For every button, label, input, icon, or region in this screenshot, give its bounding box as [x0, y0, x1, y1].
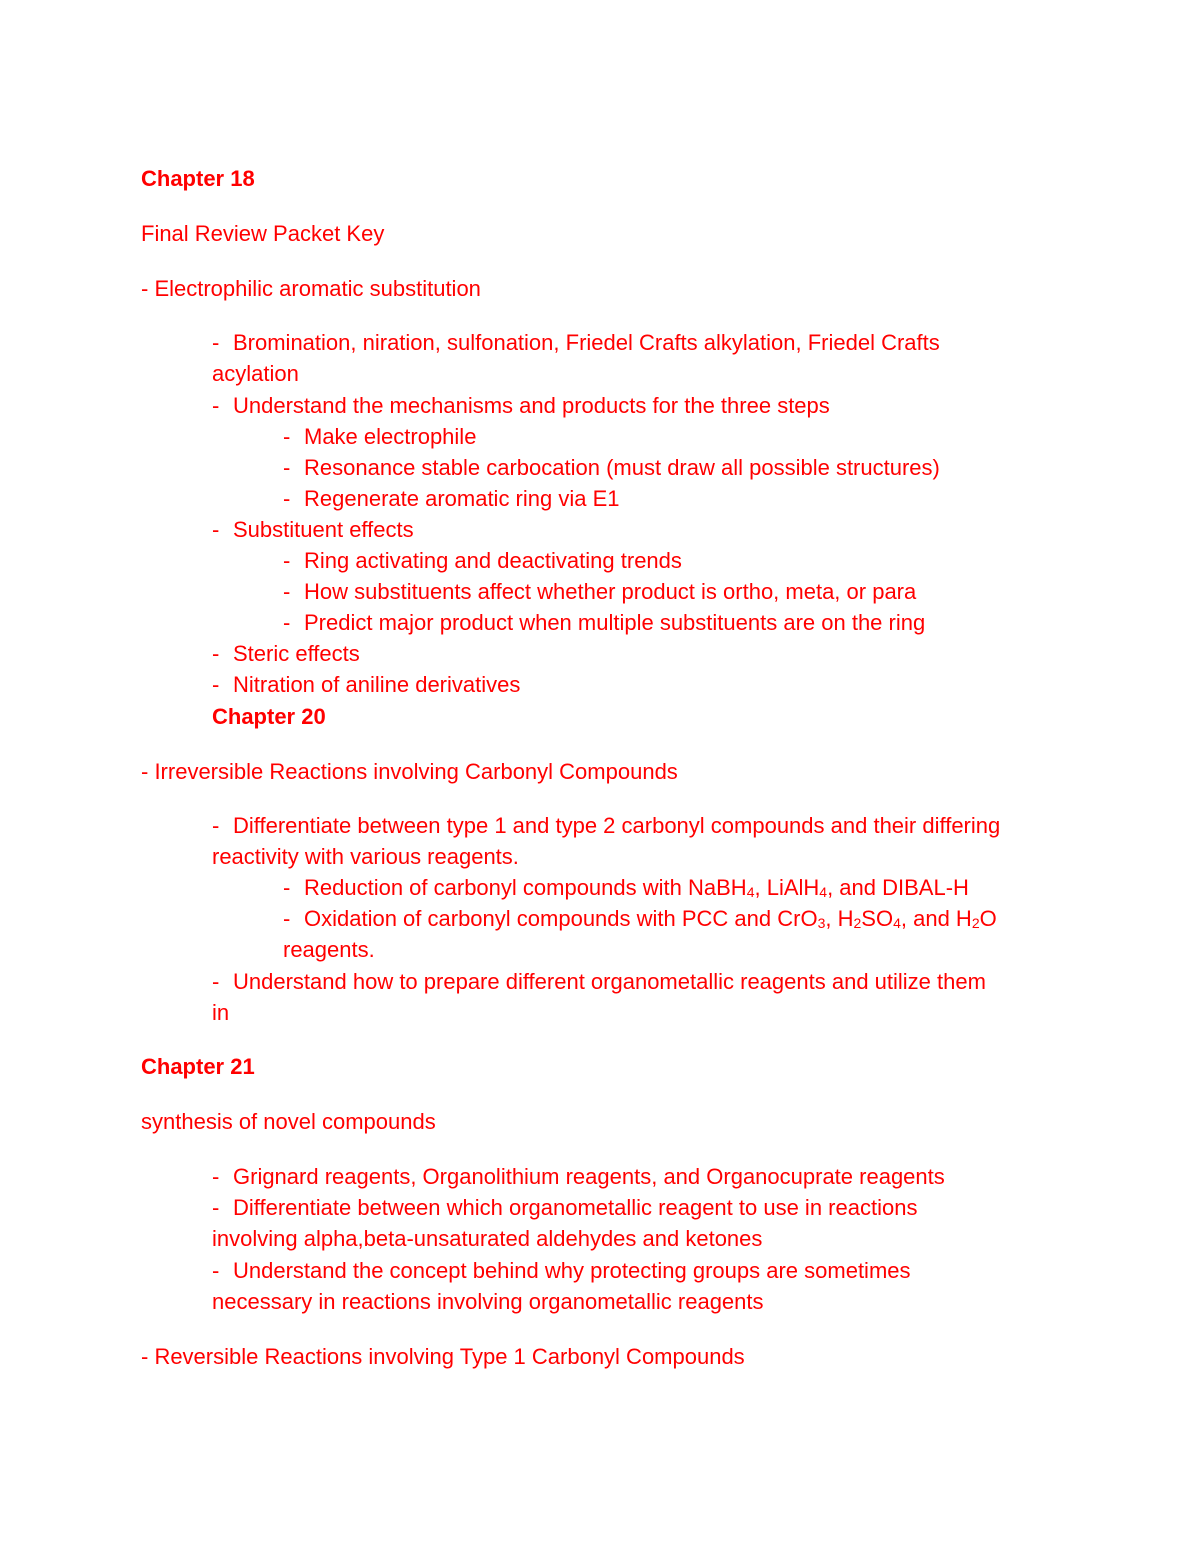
bullet-dash: - [212, 330, 220, 355]
bullet-text: SO [861, 906, 894, 931]
bullet-text: Nitration of aniline derivatives [233, 672, 521, 697]
bullet-text: Grignard reagents, Organolithium reagents, and Organocuprate reagents [233, 1164, 945, 1189]
topic-electrophilic-aromatic-substitution: - Electrophilic aromatic substitution [141, 276, 481, 301]
bullet-text: Resonance stable carbocation (must draw all possible structures) [304, 455, 940, 480]
bullet-text: Bromination, niration, sulfonation, Friedel Crafts alkylation, Friedel Crafts [233, 330, 940, 355]
bullet-text: Predict major product when multiple substituents are on the ring [304, 610, 926, 635]
bullet-text: How substituents affect whether product is ortho, meta, or para [304, 579, 917, 604]
bullet-substituent-effects [212, 517, 414, 543]
subscript: 4 [746, 884, 755, 900]
bullet-text: Understand the mechanisms and products for the three steps [233, 393, 830, 418]
bullet-text: , LiAlH [754, 875, 820, 900]
bullet-text: , and H [900, 906, 972, 931]
bullet-text: Steric effects [233, 641, 360, 666]
subscript: 3 [817, 915, 826, 931]
bullet-bromination-continued: acylation [212, 361, 299, 386]
bullet-dash: - [212, 1258, 220, 1283]
bullet-dash: - [283, 548, 291, 573]
subbullet-oxidation [283, 906, 997, 932]
bullet-dash: - [283, 579, 291, 604]
subscript: 4 [893, 915, 901, 931]
bullet-nitration-aniline [212, 672, 520, 698]
bullet-protecting-groups [212, 1258, 911, 1284]
bullet-dash: - [212, 517, 220, 542]
bullet-text: , H [825, 906, 854, 931]
bullet-dash: - [283, 875, 291, 900]
subbullet-make-electrophile [283, 424, 476, 450]
bullet-steric-effects [212, 641, 360, 667]
bullet-text: Oxidation of carbonyl compounds with PCC and CrO [304, 906, 818, 931]
bullet-mechanisms [212, 393, 830, 419]
bullet-dash: - [283, 906, 291, 931]
bullet-text: Substituent effects [233, 517, 414, 542]
document-subtitle: Final Review Packet Key [141, 221, 385, 246]
bullet-dash: - [283, 455, 291, 480]
bullet-dash: - [212, 813, 220, 838]
bullet-text: Differentiate between which organometallic reagent to use in reactions [233, 1195, 918, 1220]
bullet-text: Make electrophile [304, 424, 477, 449]
bullet-organometallic-prepare-continued: in [212, 1000, 230, 1025]
bullet-differentiate-carbonyl [212, 813, 1000, 839]
bullet-dash: - [212, 393, 220, 418]
bullet-organometallic-prepare [212, 969, 986, 995]
subbullet-ortho-meta-para [283, 579, 916, 605]
bullet-dash: - [212, 1195, 220, 1220]
bullet-protecting-groups-continued: necessary in reactions involving organometallic reagents [212, 1289, 764, 1314]
bullet-dash: - [283, 610, 291, 635]
subbullet-major-product [283, 610, 925, 636]
subscript: 4 [819, 884, 828, 900]
chapter-20-heading: Chapter 20 [212, 704, 326, 729]
topic-reversible-reactions: - Reversible Reactions involving Type 1 Carbonyl Compounds [141, 1344, 745, 1369]
chapter-18-heading: Chapter 18 [141, 166, 255, 191]
bullet-dash: - [212, 969, 220, 994]
subbullet-regenerate-ring [283, 486, 620, 512]
subbullet-reduction [283, 875, 969, 901]
subscript: 2 [853, 915, 862, 931]
subbullet-activating-trends [283, 548, 682, 574]
bullet-grignard [212, 1164, 945, 1190]
bullet-text: Reduction of carbonyl compounds with NaBH [304, 875, 747, 900]
bullet-text: Understand the concept behind why protecting groups are sometimes [233, 1258, 911, 1283]
bullet-differentiate-carbonyl-continued: reactivity with various reagents. [212, 844, 519, 869]
bullet-dash: - [212, 1164, 220, 1189]
subbullet-resonance [283, 455, 940, 481]
bullet-text: , and DIBAL-H [827, 875, 969, 900]
bullet-dash: - [212, 641, 220, 666]
bullet-text: Understand how to prepare different organometallic reagents and utilize them [233, 969, 986, 994]
bullet-text: Differentiate between type 1 and type 2 carbonyl compounds and their differing [233, 813, 1001, 838]
bullet-bromination [212, 330, 940, 356]
bullet-text: Ring activating and deactivating trends [304, 548, 682, 573]
subbullet-oxidation-continued: reagents. [283, 937, 375, 962]
bullet-text: Regenerate aromatic ring via E1 [304, 486, 620, 511]
bullet-which-reagent-continued: involving alpha,beta-unsaturated aldehydes and ketones [212, 1226, 763, 1251]
topic-irreversible-reactions: - Irreversible Reactions involving Carbonyl Compounds [141, 759, 678, 784]
bullet-dash: - [212, 672, 220, 697]
bullet-which-reagent [212, 1195, 917, 1221]
bullet-text: O [979, 906, 997, 931]
topic-synthesis-novel-compounds: synthesis of novel compounds [141, 1109, 436, 1134]
subscript: 2 [971, 915, 980, 931]
chapter-21-heading: Chapter 21 [141, 1054, 255, 1079]
bullet-dash: - [283, 424, 291, 449]
bullet-dash: - [283, 486, 291, 511]
